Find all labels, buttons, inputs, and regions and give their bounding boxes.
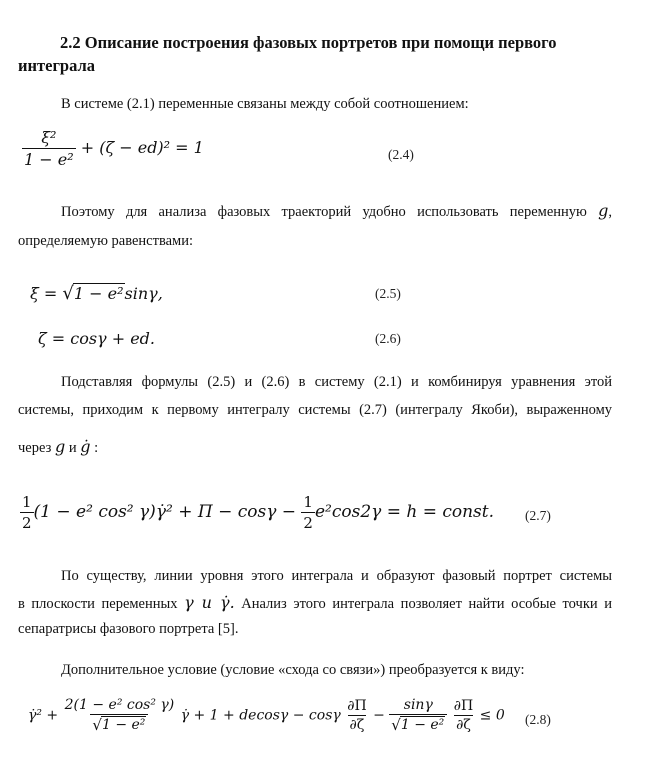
equation-2-6: ζ = cosγ + ed. — [38, 329, 155, 348]
paragraph-variable-line1 — [61, 201, 612, 221]
eq28-mid: γ̇ + 1 + decosγ − cosγ — [180, 707, 341, 724]
paragraph-substitution-line3 — [18, 437, 98, 457]
eq27-part1: (1 − e² cos² γ)γ̇² + Π − cosγ − — [33, 502, 297, 522]
equation-2-8 — [28, 697, 505, 734]
eq24-fraction — [22, 128, 76, 169]
p3-line3-c: : — [94, 440, 99, 456]
eq28-f1-num: 2(1 − e² cos² γ) — [64, 697, 175, 713]
paragraph-essence-line1: По существу, линии уровня этого интеграла и образуют фазовый портрет системы — [61, 568, 612, 584]
equation-2-7-label: (2.7) — [525, 508, 551, 523]
eq28-f3-num: sinγ — [403, 697, 433, 713]
eq28-dzeta2: ∂ζ — [456, 717, 471, 733]
eq28-lead: γ̇² + — [28, 707, 59, 724]
p3-line3-a: через — [18, 440, 52, 456]
eq25-sqrt: √ 1 − e² — [62, 283, 124, 304]
equation-2-5 — [30, 283, 163, 303]
p4-line2-b: Анализ этого интеграла позволяет найти особые точки и — [241, 596, 612, 612]
p3-var-g: g — [54, 437, 66, 456]
eq28-dpi1: ∂Π — [347, 698, 367, 714]
equation-2-7 — [20, 493, 494, 532]
eq28-fraction-1 — [63, 697, 177, 734]
paragraph-substitution-line1: Подставляя формулы (2.5) и (2.6) в систему (2.1) и комбинируя уравнения этой — [61, 374, 612, 390]
eq27-part2: e²cos2γ = h = const. — [314, 502, 495, 522]
eq27-half-1 — [20, 493, 34, 532]
section-heading-line1: 2.2 Описание построения фазовых портретов при помощи первого — [60, 33, 557, 52]
eq28-f3-sqrt: √ 1 − e² — [391, 716, 445, 734]
eq27-half2-num: 1 — [303, 493, 313, 511]
eq25-rhs: sinγ, — [124, 284, 163, 303]
eq28-fraction-dpi-2 — [452, 698, 475, 733]
eq28-f1-den: 1 − e² — [101, 717, 146, 733]
equation-2-4 — [22, 128, 204, 169]
paragraph-substitution-line2: системы, приходим к первому интегралу системы (2.7) (интегралу Якоби), выраженному — [18, 402, 612, 418]
p4-line2-a: в плоскости переменных — [18, 596, 178, 612]
eq25-sqrt-content: 1 − e² — [73, 284, 124, 303]
p2-line1-text: Поэтому для анализа фазовых траекторий удобно использовать переменную — [61, 204, 587, 220]
eq27-half2-den: 2 — [303, 514, 313, 532]
paragraph-intro: В системе (2.1) переменные связаны между собой соотношением: — [61, 96, 469, 112]
eq28-fraction-dpi-1 — [345, 698, 368, 733]
eq28-minus: − — [373, 707, 385, 724]
section-heading-line2: интеграла — [18, 56, 96, 75]
p2-tail: , — [608, 204, 613, 220]
eq24-denominator: 1 − e² — [24, 150, 74, 169]
eq24-numerator: ξ² — [41, 128, 57, 147]
equation-2-4-label: (2.4) — [388, 147, 414, 162]
eq27-half1-num: 1 — [22, 493, 32, 511]
eq27-half1-den: 2 — [22, 514, 32, 532]
paragraph-condition: Дополнительное условие (условие «схода со связи») преобразуется к виду: — [61, 662, 525, 678]
equation-2-6-label: (2.6) — [375, 331, 401, 346]
eq27-half-2 — [301, 493, 315, 532]
p4-line2-vars: γ и γ̇. — [184, 593, 235, 612]
eq28-f3-den: 1 − e² — [400, 717, 445, 733]
eq28-dpi2: ∂Π — [453, 698, 474, 714]
eq24-rest: + (ζ − ed)² = 1 — [80, 138, 204, 157]
eq28-dzeta1: ∂ζ — [349, 717, 365, 733]
equation-2-8-label: (2.8) — [525, 712, 551, 727]
equation-2-5-label: (2.5) — [375, 286, 401, 301]
paragraph-variable-line2: определяемую равенствами: — [18, 233, 194, 249]
p2-var-g: g — [598, 201, 609, 220]
p3-line3-b: и — [68, 440, 77, 456]
eq28-f1-sqrt: √ 1 − e² — [92, 716, 146, 734]
p3-var-gdot: ġ — [80, 437, 91, 456]
eq25-lhs: ξ = — [30, 284, 63, 303]
eq28-fraction-3 — [389, 697, 447, 734]
eq28-tail: ≤ 0 — [479, 707, 505, 724]
paragraph-essence-line3: сепаратрисы фазового портрета [5]. — [18, 621, 239, 637]
paragraph-essence-line2 — [18, 593, 612, 613]
